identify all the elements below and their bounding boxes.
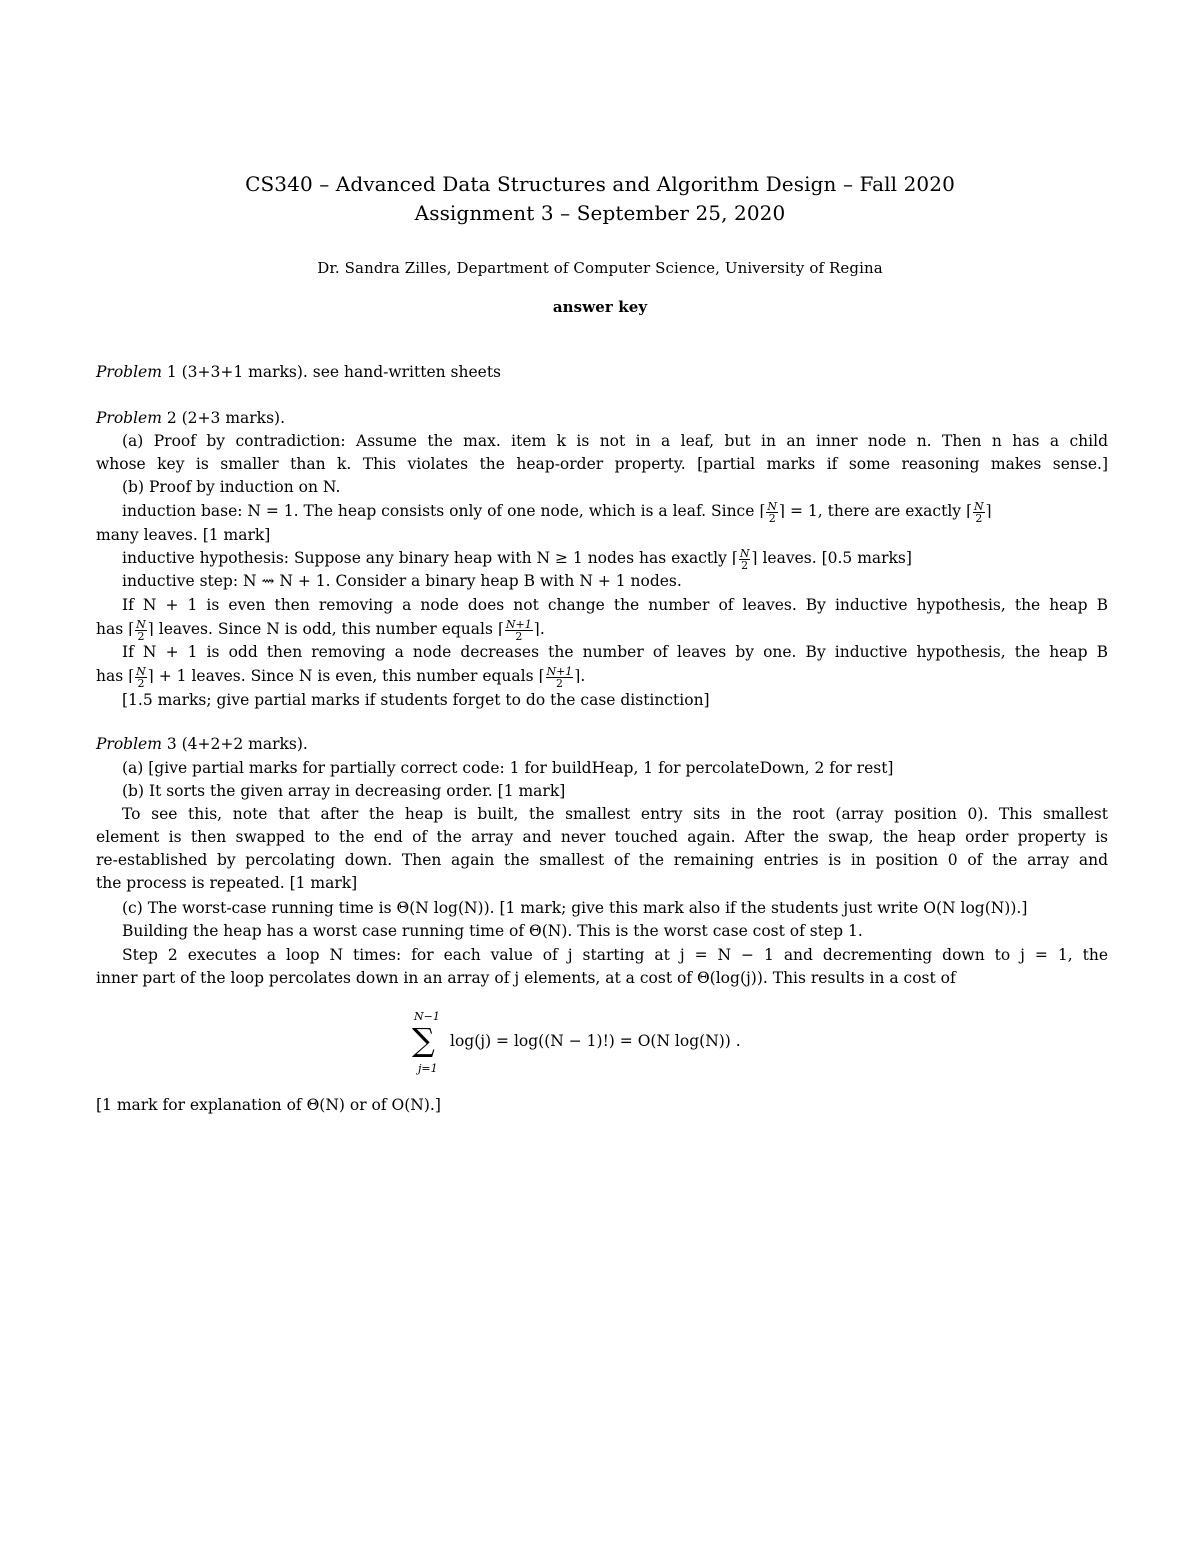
marks-note: [1.5 marks; give partial marks if students forget to do the case distinction]	[122, 691, 710, 709]
odd-case-line-1: If N + 1 is odd then removing a node decreases the number of leaves by one. By inductive hypothesis, the heap B	[122, 643, 1108, 661]
fraction-denominator: 2	[975, 511, 983, 525]
fraction-denominator: 2	[768, 511, 776, 525]
even-case-line-2	[96, 618, 1108, 642]
sum-expression: log(j) = log((N − 1)!) = O(N log(N)) .	[450, 1032, 741, 1050]
fraction-numerator: N+1	[505, 617, 532, 631]
fraction-denominator: 2	[137, 629, 145, 643]
problem-3c-line: (c) The worst-case running time is Θ(N log(N)). [1 mark; give this mark also if the students just write O(N log(N)).]	[122, 899, 1028, 917]
odd-case-line-2	[96, 665, 1108, 689]
problem-label: Problem	[96, 363, 162, 381]
document-title: CS340 – Advanced Data Structures and Algorithm Design – Fall 2020	[245, 172, 955, 196]
odd-case-text: has ⌈	[96, 667, 135, 685]
step2-line-2: inner part of the loop percolates down in an array of j elements, at a cost of Θ(log(j)). This results in a cost of	[96, 969, 956, 987]
even-case-text-2: ⌉ leaves. Since N is odd, this number equals ⌈	[147, 620, 504, 638]
fraction-numerator: N	[136, 664, 146, 678]
problem-3-marks: 3 (4+2+2 marks).	[161, 735, 308, 753]
fraction-n-over-2	[135, 666, 147, 689]
explanation-line-3: re-established by percolating down. Then again the smallest of the remaining entries is in position 0 of the array and	[96, 851, 1108, 869]
answer-key-heading: answer key	[552, 298, 648, 316]
fraction-numerator: N	[739, 546, 750, 560]
problem-2a-line-2: whose key is smaller than k. This violates the heap-order property. [partial marks if some reasoning makes sense.]	[96, 455, 1108, 473]
problem-1-heading	[96, 361, 1108, 383]
fraction-n-over-2	[739, 548, 751, 571]
problem-3-heading	[96, 733, 1108, 755]
step2-line-1: Step 2 executes a loop N times: for each value of j starting at j = N − 1 and decrementing down to j = 1, the	[122, 946, 1108, 964]
author-line: Dr. Sandra Zilles, Department of Computer Science, University of Regina	[317, 259, 883, 277]
induction-base-text-3: ⌉	[985, 502, 992, 520]
sum-symbol: ∑	[412, 1021, 435, 1059]
fraction-n-plus-1-over-2	[505, 619, 533, 642]
hypothesis-text: inductive hypothesis: Suppose any binary heap with N ≥ 1 nodes has exactly ⌈	[122, 549, 738, 567]
problem-2-marks: 2 (2+3 marks).	[161, 409, 285, 427]
even-case-text: has ⌈	[96, 620, 135, 638]
fraction-numerator: N	[767, 499, 778, 513]
induction-base-text: induction base: N = 1. The heap consists only of one node, which is a leaf. Since ⌈	[122, 502, 766, 520]
assignment-subtitle: Assignment 3 – September 25, 2020	[414, 201, 786, 225]
inductive-hypothesis-line	[122, 547, 1108, 571]
even-case-text-3: ⌉.	[533, 620, 545, 638]
sum-lower-limit: j=1	[418, 1062, 438, 1075]
summation-equation	[410, 1010, 810, 1074]
hypothesis-text-2: ⌉ leaves. [0.5 marks]	[751, 549, 912, 567]
fraction-n-over-2	[135, 619, 147, 642]
sum-upper-limit: N−1	[414, 1010, 440, 1023]
fraction-denominator: 2	[555, 676, 563, 690]
problem-3a-line: (a) [give partial marks for partially correct code: 1 for buildHeap, 1 for percolateDown, 2 for rest]	[122, 759, 894, 777]
induction-base-line-2: many leaves. [1 mark]	[96, 526, 271, 544]
problem-label: Problem	[96, 735, 162, 753]
fraction-denominator: 2	[515, 629, 523, 643]
fraction-denominator: 2	[137, 676, 145, 690]
explanation-line-2: element is then swapped to the end of the array and never touched again. After the swap, the heap order property is	[96, 828, 1108, 846]
explanation-line-1: To see this, note that after the heap is built, the smallest entry sits in the root (array position 0). This smallest	[122, 805, 1108, 823]
inductive-step-line: inductive step: N ⇝ N + 1. Consider a binary heap B with N + 1 nodes.	[122, 572, 682, 590]
fraction-n-plus-1-over-2	[546, 666, 574, 689]
problem-2a-line-1: (a) Proof by contradiction: Assume the max. item k is not in a leaf, but in an inner node n. Then n has a child	[122, 432, 1108, 450]
build-heap-line: Building the heap has a worst case running time of Θ(N). This is the worst case cost of step 1.	[122, 922, 863, 940]
odd-case-text-2: ⌉ + 1 leaves. Since N is even, this number equals ⌈	[147, 667, 545, 685]
odd-case-text-3: ⌉.	[574, 667, 586, 685]
even-case-line-1: If N + 1 is even then removing a node does not change the number of leaves. By inductive hypothesis, the heap B	[122, 596, 1108, 614]
fraction-numerator: N+1	[546, 664, 573, 678]
fraction-n-over-2	[766, 501, 778, 524]
problem-label: Problem	[96, 409, 162, 427]
induction-base-line	[122, 500, 1108, 524]
problem-3b-line: (b) It sorts the given array in decreasing order. [1 mark]	[122, 782, 566, 800]
explanation-line-4: the process is repeated. [1 mark]	[96, 874, 358, 892]
problem-2b-line-1: (b) Proof by induction on N.	[122, 478, 341, 496]
problem-2-heading	[96, 407, 1108, 429]
problem-1-text: 1 (3+3+1 marks). see hand-written sheets	[161, 363, 501, 381]
final-marks-note: [1 mark for explanation of Θ(N) or of O(N).]	[96, 1096, 441, 1114]
fraction-numerator: N	[136, 617, 146, 631]
fraction-n-over-2	[973, 501, 985, 524]
induction-base-text-2: ⌉ = 1, there are exactly ⌈	[779, 502, 973, 520]
fraction-numerator: N	[974, 499, 984, 513]
fraction-denominator: 2	[741, 558, 749, 572]
